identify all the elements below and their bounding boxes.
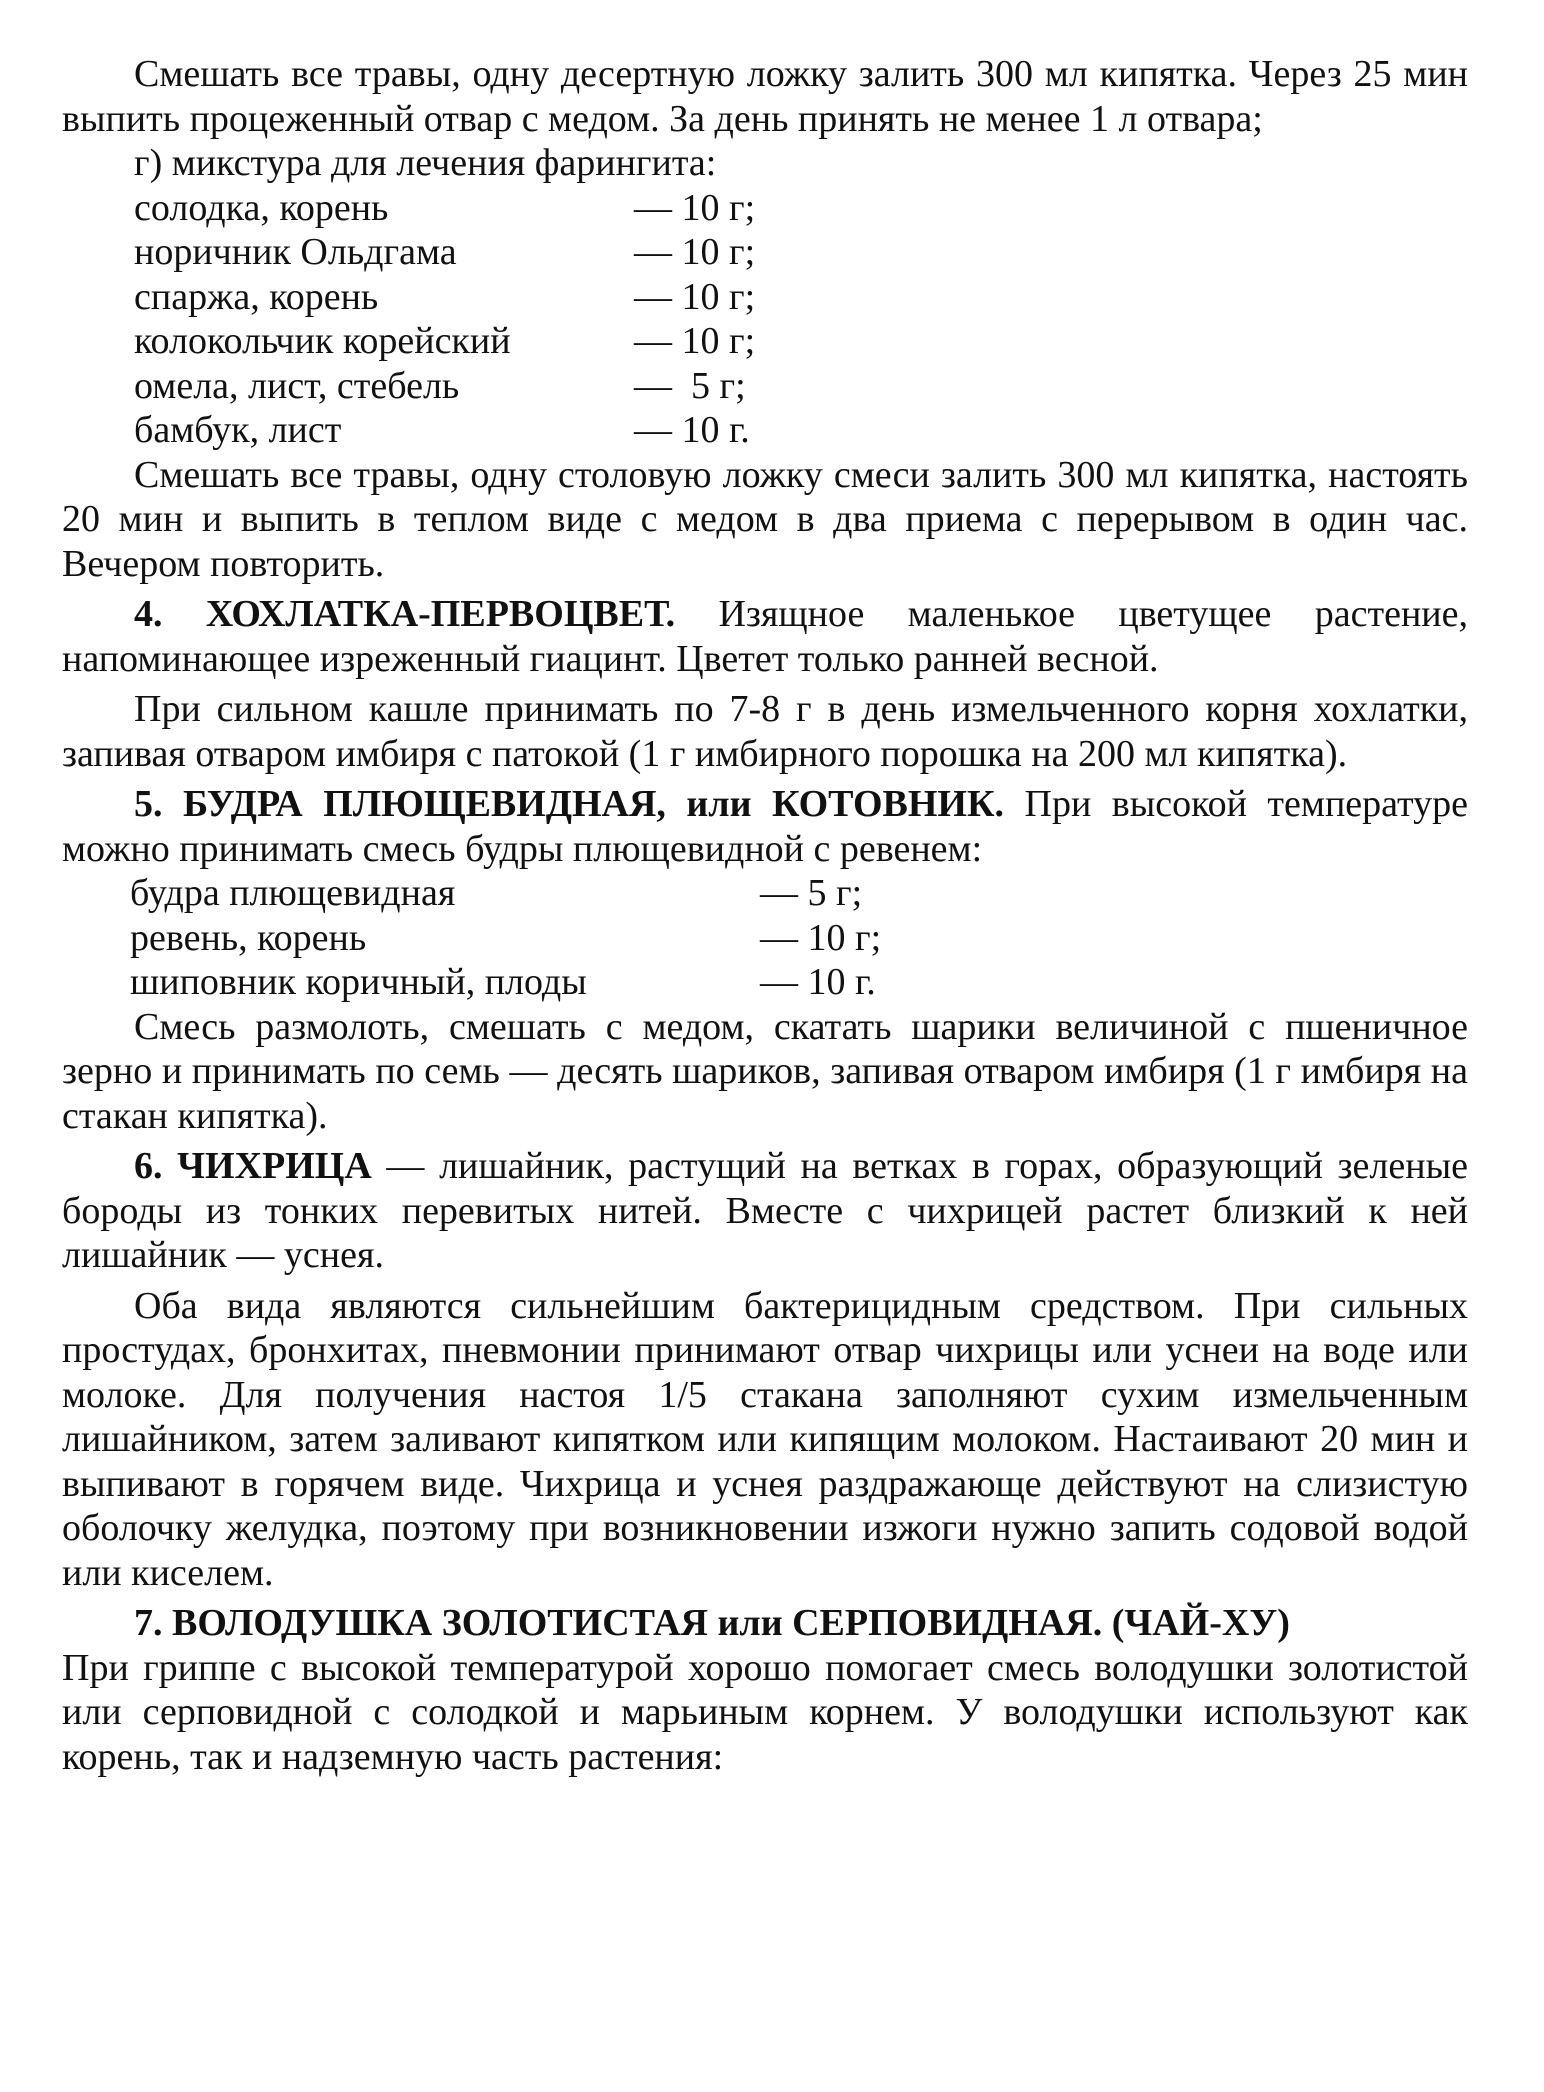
section-5-heading: 5. БУДРА ПЛЮЩЕВИДНАЯ, или КОТОВНИК. [134, 783, 1005, 825]
ingredient-amount: — 5 г; [760, 872, 863, 914]
paragraph-pills: Смесь размолоть, смешать с медом, скатать шарики величиной с пшеничное зерно и принимать по семь — десять шариков, запивая отваром имбиря (1 г имбиря на стакан кипятка). [62, 1005, 1468, 1137]
ingredient-name: омела, лист, стебель [134, 364, 460, 407]
section-6-paragraph [62, 1144, 1468, 1278]
ingredient-name: колокольчик корейский [134, 320, 511, 362]
section-4-heading: 4. ХОХЛАТКА-ПЕРВОЦВЕТ. [134, 593, 676, 635]
paragraph-cough: При сильном кашле принимать по 7-8 г в день измельченного корня хохлатки, запивая отваром имбиря с патокой (1 г имбирного порошка на 200 мл кипятка). [62, 688, 1468, 775]
ingredient-amount: — 5 г; [634, 364, 746, 407]
ingredient-name: норичник Ольдгама [134, 231, 457, 273]
section-4-paragraph [62, 592, 1468, 681]
recipe-list-budra [62, 871, 1468, 1005]
ingredient-name: солодка, корень [134, 186, 389, 229]
recipe-label-pharyngitis: г) микстура для лечения фарингита: [134, 142, 717, 184]
ingredient-name: шиповник коричный, плоды [130, 961, 587, 1003]
ingredient-amount: — 10 г; [634, 186, 756, 229]
ingredient-name: ревень, корень [130, 916, 367, 959]
section-7-heading: 7. ВОЛОДУШКА ЗОЛОТИСТАЯ или СЕРПОВИДНАЯ. (ЧАЙ-ХУ) [134, 1602, 1290, 1644]
paragraph-bactericidal: Оба вида являются сильнейшим бактерицидным средством. При сильных простудах, бронхитах, пневмонии принимают отвар чихрицы или уснеи на воде или молоке. Для получения настоя 1/5 стакана заполняют сухим измельченным лишайником, затем заливают кипятком или кипящим молоком. Настаивают 20 мин и выпивают в горячем виде. Чихрица и уснея раздражающе действуют на слизистую оболочку желудка, поэтому при возникновении изжоги нужно запить содовой водой или киселем. [62, 1284, 1468, 1594]
section-6-text: — лишайник, растущий на ветках в горах, образующий зеленые бороды из тонких перевитых нитей. Вместе с чихрицей растет близкий к ней лишайник — уснея. [62, 1145, 1468, 1276]
section-5-text: При высокой температуре можно принимать смесь будры плющевидной с ревенем: [62, 783, 1469, 870]
section-6-heading: 6. ЧИХРИЦА [134, 1145, 372, 1187]
ingredient-name: будра плющевидная [130, 872, 456, 914]
ingredient-amount: — 10 г. [634, 409, 750, 451]
recipe-list-pharyngitis [62, 186, 1468, 453]
section-5-paragraph [62, 782, 1468, 871]
ingredient-name: спаржа, корень [134, 275, 379, 318]
ingredient-amount: — 10 г; [760, 916, 882, 959]
section-4-text: Изящное маленькое цветущее растение, напоминающее изреженный гиацинт. Цветет только ранней весной. [62, 593, 1468, 680]
paragraph-herbs-decoction: Смешать все травы, одну десертную ложку залить 300 мл кипятка. Через 25 мин выпить процеженный отвар с медом. За день принять не менее 1 л отвара; [62, 53, 1468, 140]
ingredient-amount: — 10 г; [634, 275, 756, 318]
ingredient-amount: — 10 г. [760, 961, 876, 1003]
ingredient-name: бамбук, лист [134, 409, 342, 451]
paragraph-recipe-instructions: Смешать все травы, одну столовую ложку смеси залить 300 мл кипятка, настоять 20 мин и выпить в теплом виде с медом в два приема с перерывом в один час. Вечером повторить. [62, 453, 1468, 585]
ingredient-amount: — 10 г; [634, 231, 756, 273]
ingredient-amount: — 10 г; [634, 320, 756, 362]
paragraph-flu: При гриппе с высокой температурой хорошо помогает смесь володушки золотистой или серповидной с солодкой и марьиным корнем. У володушки используют как корень, так и надземную часть растения: [62, 1646, 1468, 1778]
